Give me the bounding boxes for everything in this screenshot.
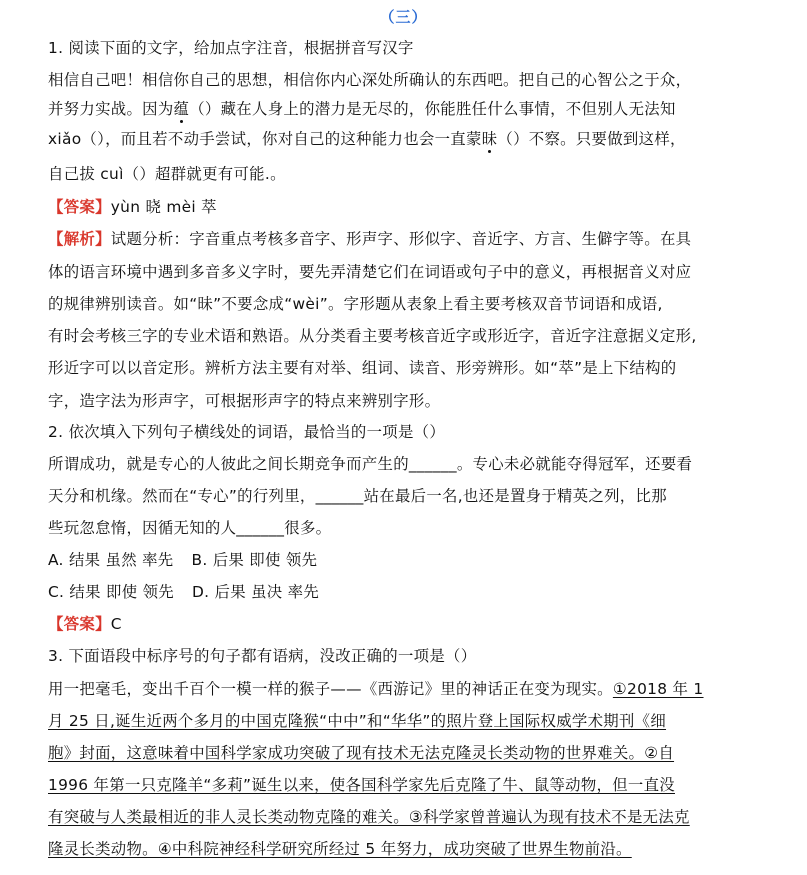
q2-text-line-1: 所谓成功，就是专心的人彼此之间长期竞争而产生的______。专心未必就能夺得冠军，还要看 (48, 455, 693, 473)
q2-option-d: D. 后果 虽决 率先 (191, 583, 320, 601)
q1-answer: 【答案】yùn 晓 mèi 萃 (48, 198, 217, 216)
q3-text-line-2: 月 25 日,诞生近两个多月的中国克隆猴“中中”和“华华”的照片登上国际权威学术期刊《细 (48, 712, 667, 730)
answer-tag: 【答案】 (48, 198, 111, 216)
q1-analysis-line-5: 形近字可以以音定形。辨析方法主要有对举、组词、读音、形旁辨形。如“萃”是上下结构的 (48, 359, 677, 377)
answer-tag: 【答案】 (48, 615, 111, 633)
q3-text-line-6: 隆灵长类动物。④中科院神经科学研究所经过 5 年努力，成功突破了世界生物前沿。 (48, 840, 632, 858)
section-title: （三） (379, 8, 428, 26)
q3-text-line-5: 有突破与人类最相近的非人灵长类动物克隆的难关。③科学家曾普遍认为现有技术不是无法克 (48, 808, 690, 826)
analysis-tag: 【解析】 (48, 230, 111, 248)
q2-option-b: B. 后果 即使 领先 (191, 551, 318, 569)
q3-text-line-3: 胞》封面，这意味着中国科学家成功突破了现有技术无法克隆灵长类动物的世界难关。②自 (48, 744, 675, 762)
q2-text-line-2: 天分和机缘。然而在“专心”的行列里，______站在最后一名,也还是置身于精英之列，比那 (48, 487, 667, 505)
q3-text-line-4: 1996 年第一只克隆羊“多莉”诞生以来，使各国科学家先后克隆了牛、鼠等动物，但一直没 (48, 776, 675, 794)
q1-analysis-line-6: 字，造字法为形声字，可根据形声字的特点来辨别字形。 (48, 392, 441, 410)
q1-text-line-1: 相信自己吧！相信你自己的思想，相信你内心深处所确认的东西吧。把自己的心智公之于众， (48, 71, 692, 89)
q2-option-a: A. 结果 虽然 率先 (48, 551, 174, 569)
q2-stem: 2. 依次填入下列句子横线处的词语，最恰当的一项是（） (48, 423, 446, 441)
q1-analysis-line-1: 【解析】试题分析：字音重点考核多音字、形声字、形似字、音近字、方言、生僻字等。在具 (48, 230, 692, 248)
q1-text-line-2: 并努力实战。因为蕴（）藏在人身上的潜力是无尽的，你能胜任什么事情，不但别人无法知 (48, 100, 676, 118)
q1-stem: 1. 阅读下面的文字，给加点字注音，根据拼音写汉字 (48, 39, 414, 57)
dotted-char-yun: 蕴 (173, 100, 190, 118)
dotted-char-mei: 昧 (481, 130, 498, 148)
q1-analysis-line-2: 体的语言环境中遇到多音多义字时，要先弄清楚它们在词语或句子中的意义，再根据音义对应 (48, 263, 692, 281)
q1-analysis-line-3: 的规律辨别读音。如“昧”不要念成“wèi”。字形题从表象上看主要考核双音节词语和成语, (48, 295, 663, 313)
q2-answer: 【答案】C (48, 615, 122, 633)
q2-text-line-3: 些玩忽怠惰，因循无知的人______很多。 (48, 519, 332, 537)
q3-stem: 3. 下面语段中标序号的句子都有语病，没改正确的一项是（） (48, 647, 477, 665)
q1-text-line-3: xiǎo（），而且若不动手尝试，你对自己的这种能力也会一直蒙昧（）不察。只要做到这样， (48, 130, 686, 148)
q3-text-line-1: 用一把毫毛，变出千百个一模一样的猴子——《西游记》里的神话正在变为现实。①2018 年 1 (48, 680, 704, 698)
q2-options-row-2 (48, 582, 760, 602)
q1-analysis-line-4: 有时会考核三字的专业术语和熟语。从分类看主要考核音近字或形近字，音近字注意据义定形, (48, 327, 697, 345)
q1-text-line-4: 自己拔 cuì（）超群就更有可能.。 (48, 165, 286, 183)
underlined-sentence: ①2018 年 1 (612, 680, 704, 698)
q2-options-row-1 (48, 550, 760, 570)
q2-option-c: C. 结果 即使 领先 (48, 583, 174, 601)
